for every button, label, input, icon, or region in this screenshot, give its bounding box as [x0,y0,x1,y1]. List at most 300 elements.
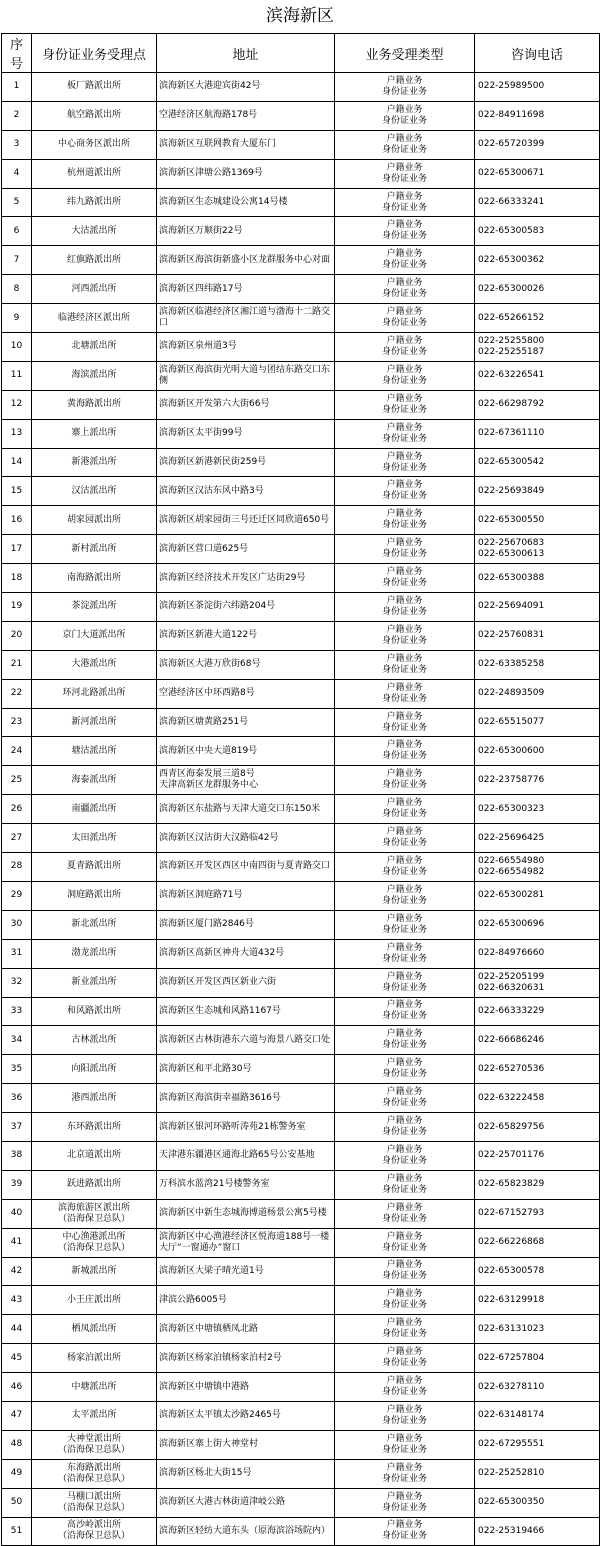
row-index: 17 [2,535,32,564]
table-row [2,910,600,939]
business-type-line: 户籍业务 [386,884,423,895]
business-type-line: 身份证业务 [381,202,427,213]
address: 空港经济区航海路178号 [157,101,335,130]
station-name: 京门大道派出所 [32,621,157,650]
business-type [335,390,475,419]
station-name-line: （沿海保卫总队） [57,1502,130,1513]
business-type-line: 户籍业务 [386,624,423,635]
phone-line: 022-66320631 [478,982,545,993]
business-type-line: 户籍业务 [386,740,423,751]
station-name: 北塘派出所 [32,333,157,362]
business-type-line: 户籍业务 [386,971,423,982]
row-index: 13 [2,419,32,448]
station-name: 大沽派出所 [32,217,157,246]
phone-line: 022-25255187 [478,346,545,357]
row-index: 46 [2,1373,32,1402]
table-row [2,1170,600,1199]
table-row [2,939,600,968]
station-name [32,1228,157,1257]
station-name: 栖凤派出所 [32,1315,157,1344]
business-type [335,333,475,362]
row-index: 9 [2,304,32,333]
business-type [335,506,475,535]
business-type-line: 身份证业务 [381,664,427,675]
table-row [2,73,600,102]
row-index: 42 [2,1257,32,1286]
business-type-line: 身份证业务 [381,1358,427,1369]
station-name: 新北派出所 [32,910,157,939]
business-type [335,593,475,622]
table-row [2,130,600,159]
business-type-line: 户籍业务 [386,827,423,838]
station-name: 中塘派出所 [32,1373,157,1402]
business-type-line: 户籍业务 [386,1376,423,1387]
phone: 022-63129918 [475,1286,600,1315]
station-name: 杨家泊派出所 [32,1344,157,1373]
row-index: 12 [2,390,32,419]
phone-line: 022-25670683 [478,538,545,549]
business-type [335,1026,475,1055]
business-type-line: 户籍业务 [386,335,423,346]
business-type [335,679,475,708]
table-row [2,968,600,997]
address: 滨海新区新港大道122号 [157,621,335,650]
business-type-line: 身份证业务 [381,1098,427,1109]
table-row [2,1373,600,1402]
station-name [32,1459,157,1488]
address: 滨海新区海滨街幸福路3616号 [157,1084,335,1113]
business-type-line: 身份证业务 [381,549,427,560]
business-type-line: 户籍业务 [386,942,423,953]
address: 滨海新区汉沽东风中路3号 [157,477,335,506]
phone: 022-65300362 [475,246,600,275]
station-name: 小王庄派出所 [32,1286,157,1315]
table-row [2,535,600,564]
row-index: 35 [2,1055,32,1084]
table-row [2,304,600,333]
phone: 022-25760831 [475,621,600,650]
business-type-line: 户籍业务 [386,653,423,664]
station-name: 塘沽派出所 [32,737,157,766]
business-type-line: 户籍业务 [386,1347,423,1358]
table-row [2,448,600,477]
phone-line: 022-66554982 [478,866,545,877]
business-type-line: 身份证业务 [381,1387,427,1398]
business-type-line: 身份证业务 [381,1415,427,1426]
business-type [335,159,475,188]
business-type-line: 户籍业务 [386,1058,423,1069]
business-type-line: 身份证业务 [381,693,427,704]
business-type [335,910,475,939]
phone: 022-65720399 [475,130,600,159]
address: 滨海新区生态城建设公寓14号楼 [157,188,335,217]
table-body [2,73,600,1546]
business-type-line: 身份证业务 [381,1069,427,1080]
phone: 022-65300281 [475,881,600,910]
address: 滨海新区杨北大街15号 [157,1459,335,1488]
station-name: 南海路派出所 [32,564,157,593]
table-row [2,1488,600,1517]
business-type-line: 户籍业务 [386,480,423,491]
station-name: 渤龙派出所 [32,939,157,968]
business-type-line: 户籍业务 [386,538,423,549]
business-type-line: 户籍业务 [386,595,423,606]
business-type [335,968,475,997]
table-row [2,737,600,766]
station-name-line: 东海路派出所 [66,1462,121,1473]
business-type [335,1199,475,1228]
business-type-line: 户籍业务 [386,1116,423,1126]
row-index: 29 [2,881,32,910]
business-type [335,737,475,766]
table-row [2,593,600,622]
business-type-line: 身份证业务 [381,1213,427,1224]
business-type-line: 身份证业务 [381,1300,427,1311]
phone: 022-65300600 [475,737,600,766]
business-type-line: 身份证业务 [381,433,427,444]
address: 滨海新区汉沽街大汉路临42号 [157,824,335,853]
business-type-line: 户籍业务 [386,104,423,115]
phone: 022-25252810 [475,1459,600,1488]
station-name-line: （沿海保卫总队） [57,1242,130,1253]
station-name: 新业派出所 [32,968,157,997]
phone: 022-65300696 [475,910,600,939]
phone: 022-65300671 [475,159,600,188]
table-row [2,1228,600,1257]
business-type [335,1401,475,1430]
business-type-line: 身份证业务 [381,1502,427,1513]
business-type-line: 户籍业务 [386,682,423,693]
phone: 022-84911698 [475,101,600,130]
station-name: 板厂路派出所 [32,73,157,102]
address-line: 天津高新区龙群服务中心 [159,780,259,791]
police-station-table [1,33,600,1546]
table-row [2,217,600,246]
phone: 022-25693849 [475,477,600,506]
table-row [2,1199,600,1228]
row-index: 41 [2,1228,32,1257]
business-type [335,1257,475,1286]
station-name: 海泰派出所 [32,766,157,795]
table-row [2,1257,600,1286]
business-type-line: 户籍业务 [386,1491,423,1502]
phone: 022-25319466 [475,1517,600,1546]
business-type [335,621,475,650]
business-type-line: 户籍业务 [386,509,423,520]
business-type-line: 户籍业务 [386,1433,423,1444]
row-index: 14 [2,448,32,477]
station-name: 茶淀派出所 [32,593,157,622]
phone: 022-65300350 [475,1488,600,1517]
business-type-line: 身份证业务 [381,1444,427,1455]
table-row [2,766,600,795]
address: 滨海新区塘黄路251号 [157,708,335,737]
header-index: 序号 [2,34,32,73]
business-type-line: 户籍业务 [386,1202,423,1213]
business-type [335,1170,475,1199]
business-type [335,564,475,593]
business-type-line: 身份证业务 [381,173,427,184]
phone: 022-67152793 [475,1199,600,1228]
business-type [335,795,475,824]
business-type-line: 身份证业务 [381,462,427,473]
business-type-line: 户籍业务 [386,422,423,433]
business-type-line: 身份证业务 [381,722,427,733]
phone [475,333,600,362]
station-name: 新河派出所 [32,708,157,737]
address: 滨海新区海滨街新盛小区龙群服务中心对面 [157,246,335,275]
phone [475,853,600,882]
business-type-line: 身份证业务 [381,520,427,531]
station-name: 黄海路派出所 [32,390,157,419]
phone: 022-66298792 [475,390,600,419]
address: 滨海新区临港经济区湘江道与渤海十二路交口 [157,304,335,333]
business-type-line: 身份证业务 [381,953,427,964]
table-row [2,1055,600,1084]
row-index: 19 [2,593,32,622]
table-row [2,1401,600,1430]
header-phone: 咨询电话 [475,34,600,73]
business-type-line: 户籍业务 [386,1404,423,1415]
station-name: 纬九路派出所 [32,188,157,217]
station-name: 红旗路派出所 [32,246,157,275]
address: 滨海新区茶淀街六纬路204号 [157,593,335,622]
row-index: 23 [2,708,32,737]
business-type [335,1430,475,1459]
row-index: 48 [2,1430,32,1459]
address: 滨海新区开发区西区中南四街与夏青路交口 [157,853,335,882]
station-name: 中心商务区派出所 [32,130,157,159]
address: 滨海新区寨上街大神堂村 [157,1430,335,1459]
business-type [335,188,475,217]
row-index: 4 [2,159,32,188]
table-row [2,1026,600,1055]
station-name: 大港派出所 [32,650,157,679]
business-type-line: 户籍业务 [386,191,423,202]
business-type [335,997,475,1026]
station-name: 新城派出所 [32,1257,157,1286]
business-type [335,73,475,102]
station-name-line: （沿海保卫总队） [57,1444,130,1455]
address: 空港经济区中环西路8号 [157,679,335,708]
business-type-line: 身份证业务 [381,780,427,791]
station-name-line: （沿海保卫总队） [57,1531,130,1542]
station-name-line: 高沙岭派出所 [66,1520,121,1531]
business-type-line: 户籍业务 [386,220,423,231]
business-type-line: 户籍业务 [386,393,423,404]
row-index: 20 [2,621,32,650]
row-index: 47 [2,1401,32,1430]
business-type-line: 身份证业务 [381,1155,427,1166]
table-row [2,1459,600,1488]
phone: 022-65270536 [475,1055,600,1084]
business-type-line: 户籍业务 [386,249,423,260]
table-row [2,390,600,419]
row-index: 11 [2,361,32,390]
business-type [335,1055,475,1084]
address: 滨海新区杨家泊镇杨家泊村2号 [157,1344,335,1373]
phone: 022-65300578 [475,1257,600,1286]
station-name [32,1517,157,1546]
row-index: 28 [2,853,32,882]
address: 滨海新区东盐路与天津大道交口东150米 [157,795,335,824]
row-index: 43 [2,1286,32,1315]
business-type [335,1344,475,1373]
table-row [2,101,600,130]
business-type [335,1459,475,1488]
phone: 022-66686246 [475,1026,600,1055]
row-index: 22 [2,679,32,708]
business-type-line: 身份证业务 [381,866,427,877]
table-row [2,361,600,390]
table-row [2,188,600,217]
phone: 022-65300542 [475,448,600,477]
business-type-line: 身份证业务 [381,578,427,589]
phone: 022-25696425 [475,824,600,853]
phone: 022-24893509 [475,679,600,708]
phone: 022-65300388 [475,564,600,593]
business-type-line: 身份证业务 [381,231,427,242]
address: 滨海新区和平北路30号 [157,1055,335,1084]
business-type-line: 身份证业务 [381,982,427,993]
phone: 022-66333229 [475,997,600,1026]
table-row [2,1430,600,1459]
station-name: 杭州道派出所 [32,159,157,188]
station-name: 河西派出所 [32,275,157,304]
business-type-line: 身份证业务 [381,346,427,357]
station-name: 海滨派出所 [32,361,157,390]
page-title: 滨海新区 [266,6,334,26]
row-index: 50 [2,1488,32,1517]
business-type [335,477,475,506]
business-type-line: 身份证业务 [381,1531,427,1542]
business-type-line: 户籍业务 [386,567,423,578]
phone: 022-84976660 [475,939,600,968]
row-index: 45 [2,1344,32,1373]
business-type [335,708,475,737]
station-name: 新村派出所 [32,535,157,564]
business-type [335,1373,475,1402]
phone: 022-65823829 [475,1170,600,1199]
business-type [335,361,475,390]
phone-line: 022-25255800 [478,335,545,346]
business-type-line: 户籍业务 [386,711,423,722]
phone: 022-66226868 [475,1228,600,1257]
business-type-line: 身份证业务 [381,144,427,155]
business-type [335,1517,475,1546]
table-row [2,159,600,188]
business-type-line: 户籍业务 [386,133,423,144]
table-row [2,997,600,1026]
business-type-line: 户籍业务 [386,1000,423,1011]
business-type-line: 户籍业务 [386,1318,423,1329]
row-index: 18 [2,564,32,593]
row-index: 49 [2,1459,32,1488]
phone: 022-63222458 [475,1084,600,1113]
address: 滨海新区中塘镇中港路 [157,1373,335,1402]
table-header-row [2,34,600,73]
station-name: 航空路派出所 [32,101,157,130]
table-row [2,1113,600,1142]
phone: 022-63278110 [475,1373,600,1402]
station-name: 新港派出所 [32,448,157,477]
business-type [335,535,475,564]
business-type [335,101,475,130]
phone: 022-23758776 [475,766,600,795]
row-index: 38 [2,1141,32,1170]
table-row [2,1141,600,1170]
business-type [335,1084,475,1113]
row-index: 27 [2,824,32,853]
business-type-line: 身份证业务 [381,635,427,646]
address: 滨海新区厦门路2846号 [157,910,335,939]
table-row [2,708,600,737]
phone: 022-66333241 [475,188,600,217]
station-name-line: （沿海保卫总队） [57,1213,130,1224]
station-name: 太平派出所 [32,1401,157,1430]
business-type [335,1228,475,1257]
business-type [335,246,475,275]
address: 滨海新区古林街港东六道与海景八路交口处 [157,1026,335,1055]
address: 滨海新区银河环路听涛苑21栋警务室 [157,1113,335,1142]
row-index: 34 [2,1026,32,1055]
business-type-line: 户籍业务 [386,75,423,86]
address: 滨海新区太平镇太沙路2465号 [157,1401,335,1430]
business-type-line: 户籍业务 [386,364,423,375]
table-row [2,1286,600,1315]
row-index: 36 [2,1084,32,1113]
address: 滨海新区海滨街光明大道与团结东路交口东侧 [157,361,335,390]
phone-line: 022-65300613 [478,549,545,560]
station-name-line: 马棚口派出所 [66,1491,121,1502]
business-type-line: 身份证业务 [381,1127,427,1137]
address: 万科滨水蓝湾21号楼警务室 [157,1170,335,1199]
row-index: 6 [2,217,32,246]
phone: 022-63226541 [475,361,600,390]
business-type-line: 身份证业务 [381,809,427,820]
table-row [2,621,600,650]
address: 滨海新区大港迎宾街42号 [157,73,335,102]
business-type-line: 身份证业务 [381,838,427,849]
address: 滨海新区万顺街22号 [157,217,335,246]
phone: 022-63148174 [475,1401,600,1430]
table-row [2,824,600,853]
address: 天津港东疆港区通海北路65号公安基地 [157,1141,335,1170]
business-type [335,1488,475,1517]
station-name: 夏青路派出所 [32,853,157,882]
address: 滨海新区中心渔港经济区悦海道188号一楼大厅“一窗通办”窗口 [157,1228,335,1257]
phone: 022-67361110 [475,419,600,448]
station-name [32,1199,157,1228]
phone: 022-63385258 [475,650,600,679]
table-row [2,333,600,362]
business-type [335,130,475,159]
row-index: 21 [2,650,32,679]
business-type-line: 身份证业务 [381,260,427,271]
business-type [335,419,475,448]
address: 滨海新区新港新民街259号 [157,448,335,477]
business-type [335,448,475,477]
business-type [335,853,475,882]
business-type-line: 户籍业务 [386,451,423,462]
row-index: 16 [2,506,32,535]
business-type-line: 户籍业务 [386,1231,423,1242]
station-name: 港西派出所 [32,1084,157,1113]
business-type [335,1113,475,1142]
phone: 022-65515077 [475,708,600,737]
row-index: 25 [2,766,32,795]
table-row [2,881,600,910]
